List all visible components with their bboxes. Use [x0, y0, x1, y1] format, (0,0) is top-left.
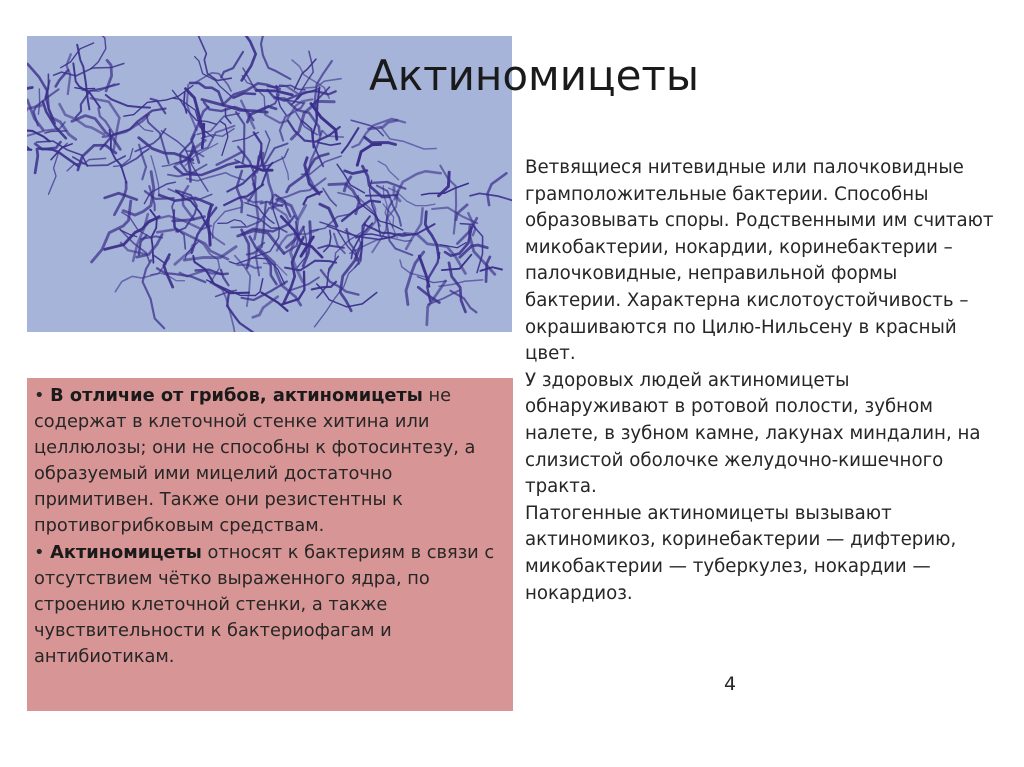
filament	[98, 108, 113, 133]
bullet: •	[34, 385, 45, 406]
filament	[45, 131, 67, 133]
filament	[470, 193, 512, 221]
filament	[91, 98, 120, 149]
filament	[395, 171, 441, 199]
description-paragraph-1: Ветвящиеся нитевидные или палочковидные грамположительные бактерии. Способны образовывать споры. Родственными им считают микобактерии, нокардии, коринебактерии – палочковидные, неправильной формы бактерии. Характерна кислотоустойчивость – окрашиваются по Цилю-Нильсену в красный цвет.	[525, 157, 994, 365]
filament	[265, 144, 287, 164]
filament	[245, 203, 274, 224]
filament	[318, 142, 341, 145]
filament	[342, 128, 359, 153]
filament	[221, 52, 243, 77]
description-paragraph-2: У здоровых людей актиномицеты обнаруживают в ротовой полости, зубном налете, в зубном камне, лакунах миндалин, на слизистой оболочке желудочно-кишечного тракта.	[525, 369, 981, 498]
filament	[406, 208, 423, 249]
filament	[38, 89, 39, 114]
comparison-box	[27, 378, 513, 711]
filament	[105, 193, 137, 199]
filament	[425, 212, 439, 258]
filament	[381, 127, 436, 149]
filament	[220, 121, 228, 155]
filament	[427, 281, 446, 325]
filament	[324, 230, 331, 251]
filament	[91, 36, 106, 69]
filament	[75, 88, 95, 89]
filament	[378, 161, 398, 179]
filament	[282, 156, 289, 179]
slide-title: Актиномицеты	[369, 51, 700, 100]
description-paragraph-3: Патогенные актиномицеты вызывают актиномикоз, коринебактерии — дифтерию, микобактерии — туберкулез, нокардии — нокардиоз.	[525, 502, 957, 604]
filament	[218, 220, 246, 226]
filament	[345, 171, 367, 174]
filament	[221, 270, 229, 286]
comparison-item-2-bold: Актиномицеты	[50, 541, 202, 563]
comparison-item-2	[34, 540, 505, 670]
filament	[487, 173, 506, 205]
filament	[35, 149, 38, 173]
filament	[418, 277, 447, 283]
comparison-item-1-text: не содержат в клеточной стенке хитина или целлюлозы; они не способны к фотосинтезу, а образуемый ими мицелий достаточно примитивен. Также они резистентны к противогрибковым средствам.	[34, 385, 476, 537]
filament	[323, 188, 336, 206]
bullet: •	[34, 541, 45, 563]
comparison-item-2-text: относят к бактериям в связи с отсутствием чётко выраженного ядра, по строению клеточной стенки, а также чувствительности к бактериофагам и антибиотикам.	[34, 541, 495, 667]
filament	[240, 36, 256, 80]
page-number: 4	[724, 673, 737, 695]
filament	[207, 279, 263, 296]
filament	[357, 144, 380, 165]
filament	[201, 129, 234, 139]
comparison-item-1-bold: В отличие от грибов, актиномицеты	[50, 385, 423, 406]
comparison-item-1	[34, 383, 505, 540]
filament	[115, 258, 169, 292]
filament	[261, 36, 290, 79]
description-text	[525, 155, 995, 607]
